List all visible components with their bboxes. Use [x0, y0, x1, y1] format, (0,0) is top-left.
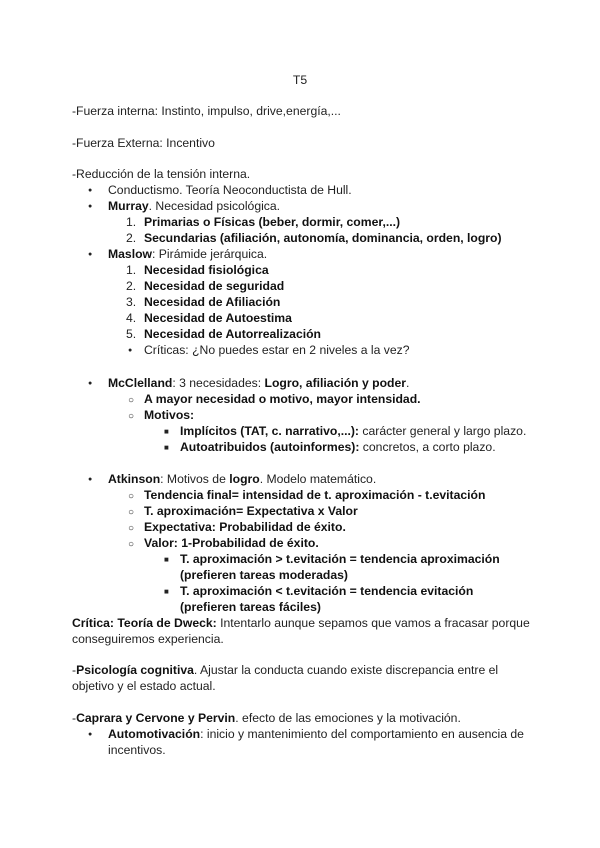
bullet-dot-icon	[88, 183, 92, 200]
maslow-item-num: 5.	[126, 327, 137, 341]
atkinson-expectativa: Expectativa: Probabilidad de éxito.	[144, 520, 346, 534]
bullet-ring-icon	[128, 392, 134, 408]
maslow-rest: : Pirámide jerárquica.	[152, 247, 268, 261]
atkinson-tendencia-aproximacion: T. aproximación > t.evitación = tendencia aproximación	[180, 552, 500, 566]
bullet-dot-icon	[88, 376, 92, 393]
atkinson-valor: Valor: 1-Probabilidad de éxito.	[144, 536, 319, 550]
bullet-ring-icon	[128, 536, 134, 552]
bullet-ring-icon	[128, 488, 134, 504]
murray-item-primarias: Primarias o Físicas (beber, dormir, comer,...)	[144, 215, 401, 229]
paragraph-psicologia-cognitiva: -Psicología cognitiva. Ajustar la conducta cuando existe discrepancia entre el objetivo y el estado actual.	[72, 663, 499, 693]
bullet-square-icon	[164, 584, 169, 600]
maslow-item-2: Necesidad de seguridad	[144, 279, 285, 293]
bullet-square-icon	[164, 552, 169, 568]
maslow-critica: Críticas: ¿No puedes estar en 2 niveles a la vez?	[144, 343, 410, 357]
bullet-square-icon	[164, 424, 169, 440]
item-conductismo: Conductismo. Teoría Neoconductista de Hull.	[108, 183, 352, 197]
bullet-dot-icon	[128, 343, 132, 360]
maslow-item-1: Necesidad fisiológica	[144, 263, 269, 277]
bullet-dot-icon	[88, 199, 92, 216]
maslow-item-3: Necesidad de Afiliación	[144, 295, 281, 309]
bullet-dot-icon	[88, 727, 92, 744]
murray-item-secundarias: Secundarias (afiliación, autonomía, dominancia, orden, logro)	[144, 231, 502, 245]
paragraph-caprara: -Caprara y Cervone y Pervin. efecto de las emociones y la motivación.	[72, 711, 461, 725]
bullet-dot-icon	[88, 247, 92, 264]
maslow-name: Maslow	[108, 247, 153, 261]
atkinson-aproximacion: T. aproximación= Expectativa x Valor	[144, 504, 358, 518]
item-maslow	[108, 247, 267, 261]
mcclelland-sub-motivos: Motivos:	[144, 408, 195, 422]
bullet-square-icon	[164, 440, 169, 456]
murray-item-num: 1.	[126, 215, 137, 229]
mcclelland-implicitos: Implícitos (TAT, c. narrativo,...): carácter general y largo plazo.	[180, 424, 527, 438]
atkinson-tendencia-evitacion: T. aproximación < t.evitación = tendencia evitación	[180, 584, 474, 598]
item-mcclelland: McClelland: 3 necesidades: Logro, afiliación y poder.	[108, 376, 410, 390]
murray-item-num: 2.	[126, 231, 137, 245]
maslow-item-4: Necesidad de Autoestima	[144, 311, 292, 325]
bullet-ring-icon	[128, 520, 134, 536]
paragraph-reduccion: -Reducción de la tensión interna.	[72, 167, 251, 181]
atkinson-moderadas: (prefieren tareas moderadas)	[180, 568, 348, 582]
maslow-item-num: 2.	[126, 279, 137, 293]
maslow-item-num: 3.	[126, 295, 137, 309]
mcclelland-autoatribuidos: Autoatribuidos (autoinformes): concretos, a corto plazo.	[180, 440, 496, 454]
bullet-ring-icon	[128, 408, 134, 424]
atkinson-faciles: (prefieren tareas fáciles)	[180, 600, 321, 614]
maslow-item-num: 1.	[126, 263, 137, 277]
item-automotivacion: Automotivación: inicio y mantenimiento del comportamiento en ausencia de incentivos.	[108, 727, 524, 757]
item-murray	[108, 199, 280, 213]
mcclelland-sub-intensidad: A mayor necesidad o motivo, mayor intensidad.	[144, 392, 421, 406]
paragraph-dweck: Crítica: Teoría de Dweck: Intentarlo aunque sepamos que vamos a fracasar porque conseguiremos experiencia.	[72, 616, 530, 646]
paragraph-fuerza-interna: -Fuerza interna: Instinto, impulso, drive,energía,...	[72, 104, 341, 118]
item-atkinson: Atkinson: Motivos de logro. Modelo matemático.	[108, 472, 377, 486]
maslow-item-5: Necesidad de Autorrealización	[144, 327, 321, 341]
paragraph-fuerza-externa: -Fuerza Externa: Incentivo	[72, 136, 215, 150]
bullet-ring-icon	[128, 504, 134, 520]
bullet-dot-icon	[88, 472, 92, 489]
page-title: T5	[292, 73, 308, 87]
atkinson-tendencia-final: Tendencia final= intensidad de t. aproximación - t.evitación	[144, 488, 486, 502]
murray-name: Murray	[108, 199, 149, 213]
maslow-item-num: 4.	[126, 311, 137, 325]
murray-rest: . Necesidad psicológica.	[148, 199, 281, 213]
